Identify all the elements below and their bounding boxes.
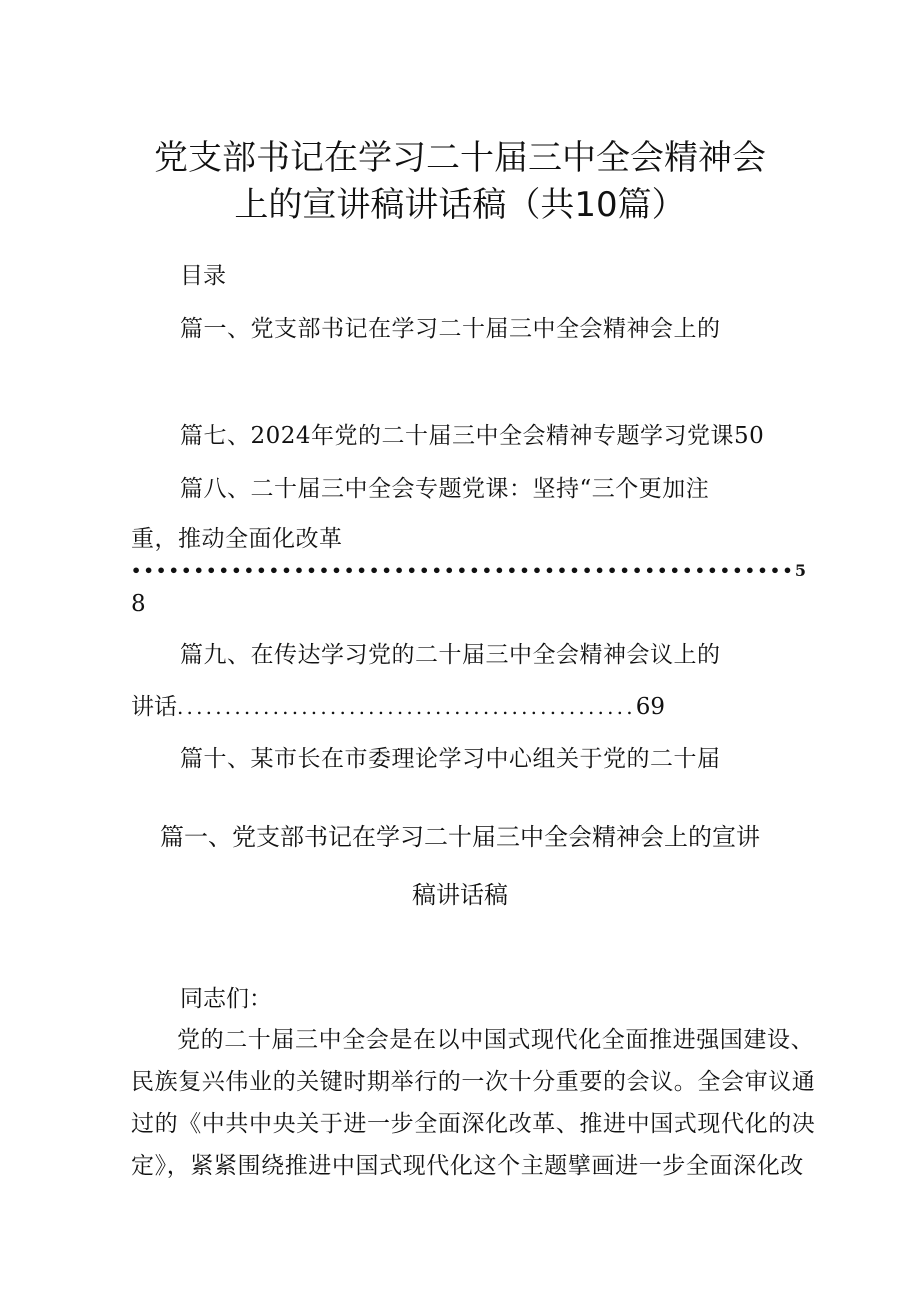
toc-entry-8-dot-leader: •••••••••••••••••••••••••••••••••••••••••••••••••••••5 xyxy=(131,561,809,580)
toc-entry-1[interactable]: 篇一、党支部书记在学习二十届三中全会精神会上的 xyxy=(180,316,721,342)
toc-label: 目录 xyxy=(180,263,226,289)
document-title-line-1: 党支部书记在学习二十届三中全会精神会 xyxy=(154,138,766,178)
toc-entry-8-line-1[interactable]: 篇八、二十届三中全会专题党课：坚持“三个更加注 xyxy=(180,476,710,502)
paragraph-line-2: 民族复兴伟业的关键时期举行的一次十分重要的会议。全会审议通 xyxy=(131,1069,816,1095)
toc-entry-9-line-1[interactable]: 篇九、在传达学习党的二十届三中全会精神会议上的 xyxy=(180,642,721,668)
toc-entry-9-dot-leader: ................................................ xyxy=(177,695,636,719)
salutation: 同志们： xyxy=(180,986,272,1012)
paragraph-line-4: 定》，紧紧围绕推进中国式现代化这个主题擘画进一步全面深化改 xyxy=(131,1153,804,1179)
section-heading-line-1: 篇一、党支部书记在学习二十届三中全会精神会上的宣讲 xyxy=(160,823,760,851)
paragraph-line-1: 党的二十届三中全会是在以中国式现代化全面推进强国建设、 xyxy=(177,1027,815,1053)
section-heading-line-2: 稿讲话稿 xyxy=(412,881,508,909)
document-title-line-2: 上的宣讲稿讲话稿（共10篇） xyxy=(234,185,686,225)
paragraph-line-3: 过的《中共中央关于进一步全面深化改革、推进中国式现代化的决 xyxy=(131,1111,816,1137)
toc-entry-7[interactable]: 篇七、2024年党的二十届三中全会精神专题学习党课50 xyxy=(180,423,765,449)
toc-entry-9-text: 讲话 xyxy=(131,694,177,720)
toc-entry-8-line-2[interactable]: 重，推动全面化改革 xyxy=(131,526,343,552)
toc-entry-9-line-2[interactable] xyxy=(131,693,665,721)
toc-entry-9-page-number: 69 xyxy=(635,694,666,720)
toc-entry-10[interactable]: 篇十、某市长在市委理论学习中心组关于党的二十届 xyxy=(180,746,721,772)
toc-entry-8-page-number: 8 xyxy=(131,591,147,617)
